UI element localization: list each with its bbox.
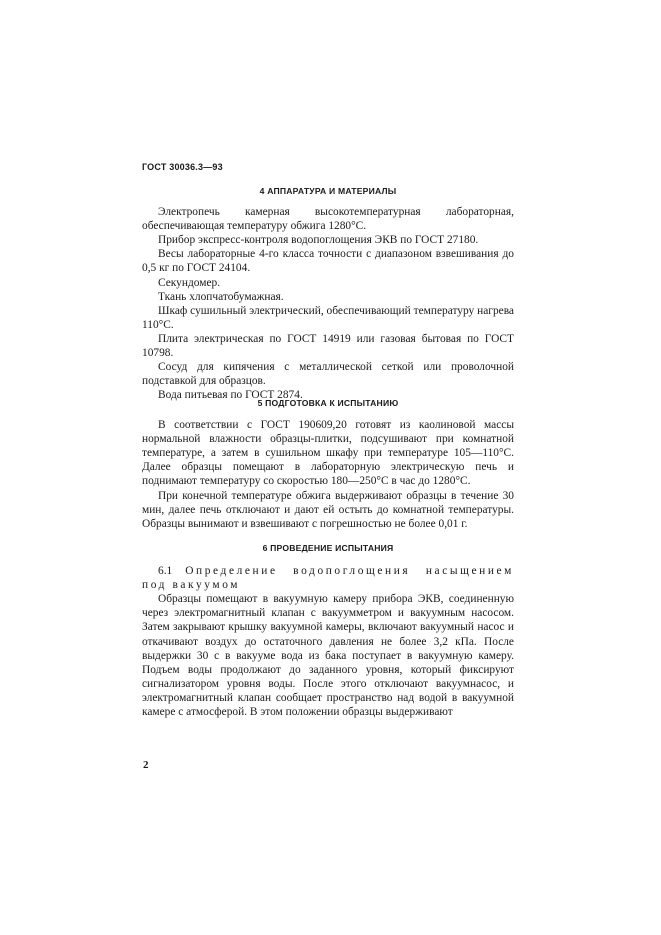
paragraph: При конечной температуре обжига выдерживают образцы в течение 30 мин, далее печь отключают и дают ей остыть до комнатной температуры. Образцы вынимают и взвешивают с погрешностью не более 0,01 г. — [142, 489, 514, 530]
subsection-number: 6.1 — [158, 565, 173, 578]
list-item: Секундомер. — [158, 276, 221, 289]
section-6 — [142, 541, 514, 719]
list-item: Ткань хлопчатобумажная. — [158, 290, 284, 303]
section-5-title: 5 ПОДГОТОВКА К ИСПЫТАНИЮ — [257, 398, 399, 408]
paragraph: Образцы помещают в вакуумную камеру прибора ЭКВ, соединенную через электромагнитный клапан с вакуумметром и вакуумным насосом. Затем закрывают крышку вакуумной камеры, включают вакуумный насос и откачивают воздух до остаточного давления не более 3,2 кПа. После выдержки 30 с в вакууме вода из бака поступает в вакуумную камеру. Подъем воды продолжают до заданного уровня, который фиксируют сигнализатором уровня воды. После этого отключают вакуумнасос, и электромагнитный клапан сообщает пространство над водой в вакуумной камере с атмосферой. В этом положении образцы выдерживают — [142, 593, 514, 719]
document-code: ГОСТ 30036.3—93 — [142, 162, 223, 172]
section-5 — [142, 396, 514, 531]
list-item: Весы лабораторные 4-го класса точности с диапазоном взвешивания до 0,5 кг по ГОСТ 24104. — [142, 248, 514, 275]
list-item: Прибор экспресс-контроля водопоглощения ЭКВ по ГОСТ 27180. — [158, 234, 479, 247]
subsection-title: Определение водопоглощения насыщением под вакуумом — [142, 565, 514, 592]
list-item: Плита электрическая по ГОСТ 14919 или газовая бытовая по ГОСТ 10798. — [142, 332, 514, 360]
section-4 — [142, 184, 514, 402]
paragraph: В соответствии с ГОСТ 190609,20 готовят из каолиновой массы нормальной влажности образцы-плитки, подсушивают при комнатной температуре, а затем в сушильном шкафу при температуре 105—110°С. Далее образцы помещают в лабораторную электрическую печь и поднимают температуру со скоростью 180—250°С в час до 1280°С. — [142, 419, 514, 488]
list-item: Шкаф сушильный электрический, обеспечивающий температуру нагрева 110°С. — [142, 304, 514, 331]
list-item: Электропечь камерная высокотемпературная лабораторная, обеспечивающая температуру обжига 1280°С. — [142, 206, 514, 233]
subsection-heading — [142, 564, 514, 592]
section-4-title: 4 АППАРАТУРА И МАТЕРИАЛЫ — [259, 186, 397, 196]
list-item: Вода питьевая по ГОСТ 2874. — [158, 389, 303, 402]
list-item: Сосуд для кипячения с металлической сеткой или проволочной подставкой для образцов. — [142, 361, 514, 388]
section-6-title: 6 ПРОВЕДЕНИЕ ИСПЫТАНИЯ — [262, 543, 394, 553]
page-number: 2 — [143, 759, 149, 771]
